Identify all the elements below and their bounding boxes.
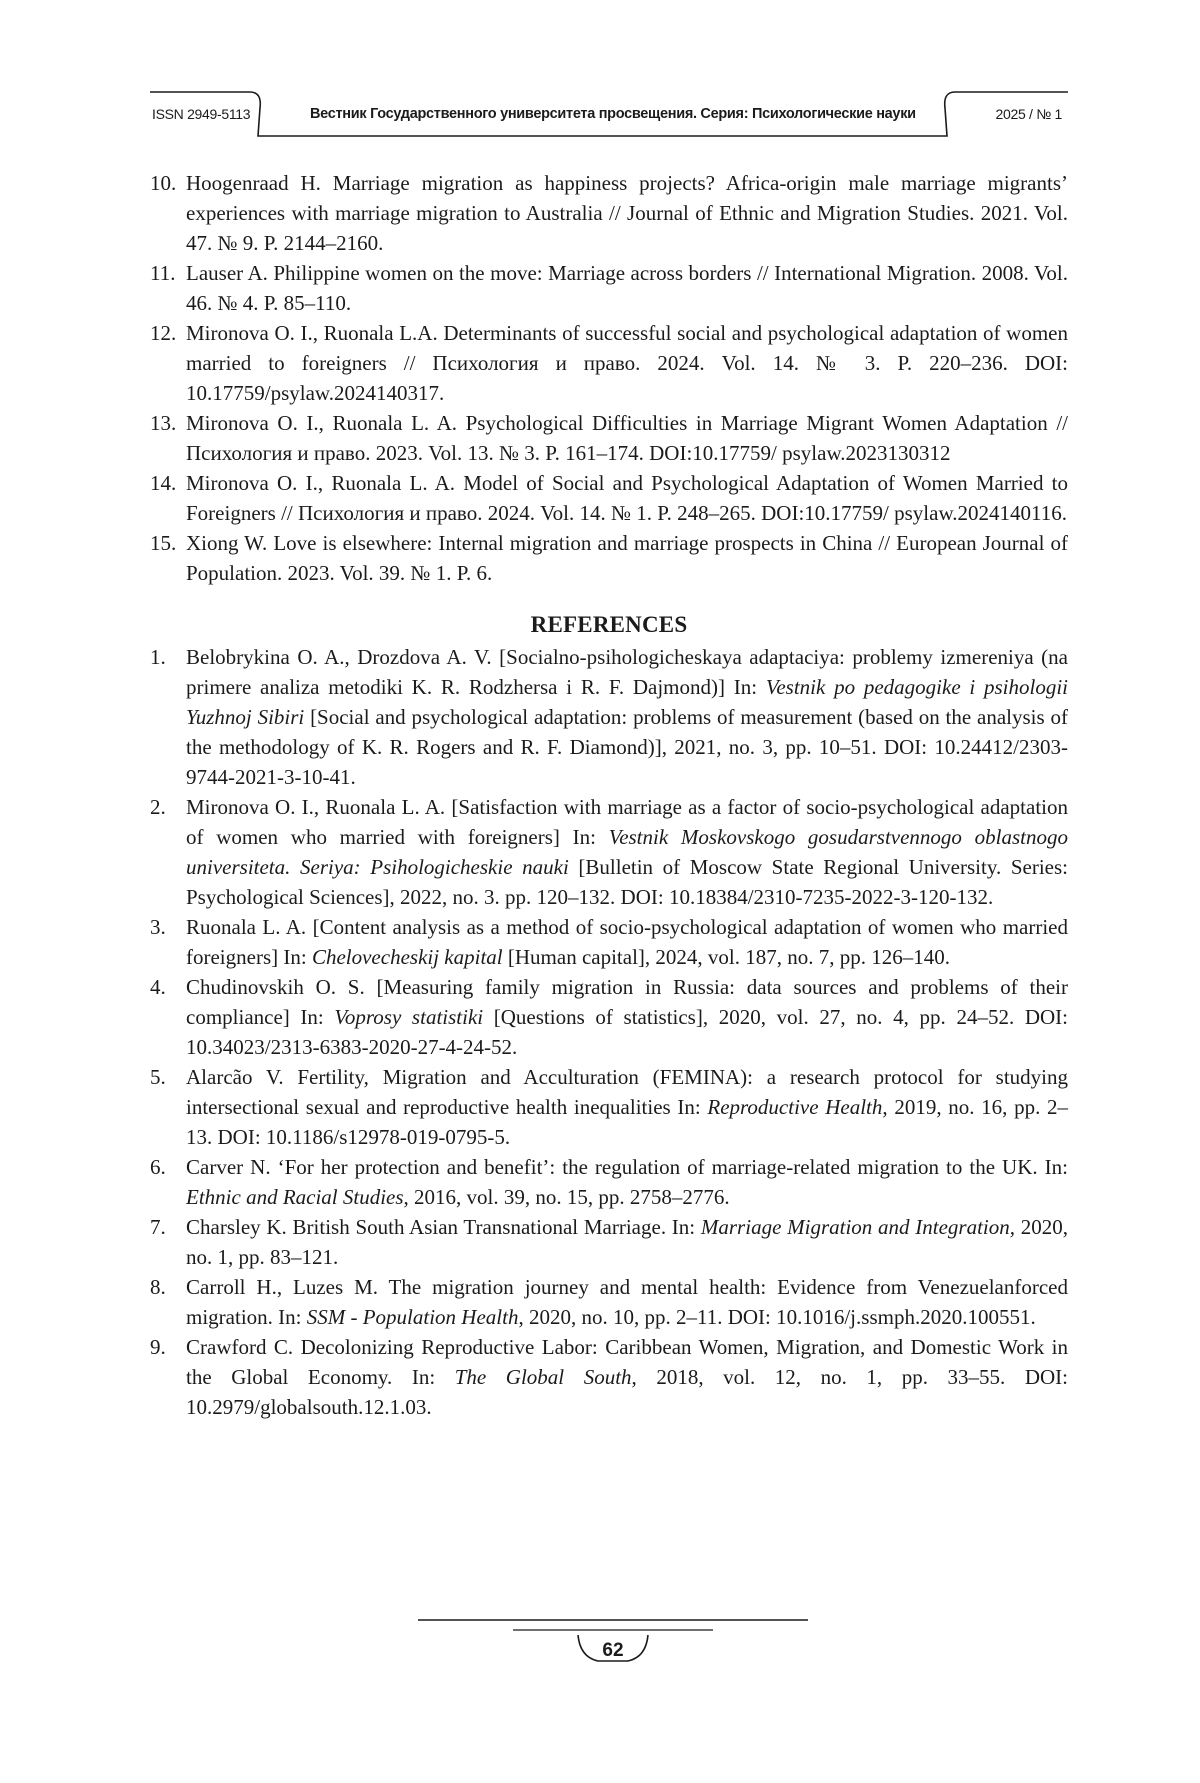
reference-item — [150, 972, 1068, 1062]
reference-text — [186, 792, 1068, 912]
reference-text-segment: Chudinovskih O. S. [Measuring family migration in Russia: data sources and problems of their compliance] In: — [186, 975, 1068, 1029]
reference-item — [150, 1062, 1068, 1152]
reference-source-title: Reproductive Health — [707, 1095, 883, 1119]
reference-source-title: Voprosy statistiki — [334, 1005, 484, 1029]
reference-number: 7. — [150, 1215, 166, 1239]
reference-text-segment: Mironova O. I., Ruonala L. A. Model of Social and Psychological Adaptation of Women Married to Foreigners // Психология и право. 2024. Vol. 14. № 1. P. 248–265. DOI:10.17759/ psylaw.2024140116. — [186, 471, 1068, 525]
reference-item — [150, 168, 1068, 258]
reference-number: 12. — [150, 321, 177, 345]
reference-source-title: The Global South — [454, 1365, 632, 1389]
reference-text-segment: Crawford C. Decolonizing Reproductive Labor: Caribbean Women, Migration, and Domestic Work in the Global Economy. In: — [186, 1335, 1068, 1389]
reference-number: 10. — [150, 171, 177, 195]
reference-text-segment: [Questions of statistics], 2020, vol. 27, no. 4, pp. 24–52. DOI: 10.34023/2313-6383-2020-27-4-24-52. — [186, 1005, 1068, 1059]
header-issn: ISSN 2949-5113 — [152, 106, 251, 122]
reference-text-segment: , 2020, no. 10, pp. 2–11. DOI: 10.1016/j.ssmph.2020.100551. — [518, 1305, 1036, 1329]
reference-list-transliterated — [150, 642, 1068, 1422]
reference-number: 8. — [150, 1275, 166, 1299]
reference-item — [150, 1212, 1068, 1272]
reference-number: 6. — [150, 1155, 166, 1179]
reference-text-segment: [Human capital], 2024, vol. 187, no. 7, pp. 126–140. — [502, 945, 950, 969]
reference-source-title: SSM - Population Health — [306, 1305, 519, 1329]
reference-text — [186, 258, 1068, 318]
reference-item — [150, 792, 1068, 912]
reference-text — [186, 528, 1068, 588]
reference-number: 13. — [150, 411, 177, 435]
reference-text — [186, 468, 1068, 528]
reference-text — [186, 1212, 1068, 1272]
reference-item — [150, 408, 1068, 468]
page-content — [150, 168, 1068, 1422]
reference-text-segment: Ruonala L. A. [Content analysis as a method of socio-psychological adaptation of women who married foreigners] In: — [186, 915, 1068, 969]
reference-text — [186, 1332, 1068, 1422]
reference-number: 5. — [150, 1065, 166, 1089]
reference-text — [186, 1152, 1068, 1212]
reference-number: 4. — [150, 975, 166, 999]
reference-source-title: Vestnik Moskovskogo gosudarstvennogo oblastnogo universiteta. Seriya: Psihologicheskie nauki — [186, 825, 1068, 879]
reference-number: 2. — [150, 795, 166, 819]
reference-text — [186, 642, 1068, 792]
reference-text — [186, 318, 1068, 408]
reference-text-segment: Belobrykina O. A., Drozdova A. V. [Socialno-psihologicheskaya adaptaciya: problemy izmereniya (na primere analiza metodiki K. R. Rodzhersa i R. F. Dajmond)] In: — [186, 645, 1068, 699]
reference-text — [186, 1272, 1068, 1332]
reference-item — [150, 642, 1068, 792]
reference-number: 9. — [150, 1335, 166, 1359]
reference-item — [150, 1152, 1068, 1212]
reference-item — [150, 318, 1068, 408]
references-heading: REFERENCES — [530, 612, 688, 637]
reference-source-title: Ethnic and Racial Studies — [186, 1185, 404, 1209]
reference-item — [150, 258, 1068, 318]
reference-number: 11. — [150, 261, 176, 285]
reference-text-segment: , 2016, vol. 39, no. 15, pp. 2758–2776. — [403, 1185, 730, 1209]
reference-list-original — [150, 168, 1068, 588]
header-issue: 2025 / № 1 — [995, 106, 1062, 122]
page-header — [150, 84, 1068, 140]
reference-text-segment: , 2018, vol. 12, no. 1, pp. 33–55. DOI: 10.2979/globalsouth.12.1.03. — [186, 1365, 1069, 1419]
reference-source-title: Vestnik po pedagogike i psihologii Yuzhnoj Sibiri — [186, 675, 1068, 729]
reference-text-segment: Lauser A. Philippine women on the move: Marriage across borders // International Migration. 2008. Vol. 46. № 4. P. 85–110. — [186, 261, 1068, 315]
reference-item — [150, 468, 1068, 528]
reference-text — [186, 408, 1068, 468]
reference-text-segment: Charsley K. British South Asian Transnational Marriage. In: — [186, 1215, 701, 1239]
reference-text-segment: Mironova O. I., Ruonala L. A. Psychological Difficulties in Marriage Migrant Women Adaptation // Психология и право. 2023. Vol. 13. № 3. P. 161–174. DOI:10.17759/ psylaw.2023130312 — [186, 411, 1068, 465]
reference-text-segment: Mironova O. I., Ruonala L. A. [Satisfaction with marriage as a factor of socio-psychological adaptation of women who married with foreigners] In: — [186, 795, 1068, 849]
reference-text-segment: Xiong W. Love is elsewhere: Internal migration and marriage prospects in China // European Journal of Population. 2023. Vol. 39. № 1. P. 6. — [186, 531, 1068, 585]
reference-text-segment: Hoogenraad H. Marriage migration as happiness projects? Africa-origin male marriage migrants’ experiences with marriage migration to Australia // Journal of Ethnic and Migration Studies. 2021. Vol. 47. № 9. P. 2144–2160. — [186, 171, 1068, 255]
reference-text — [186, 168, 1068, 258]
header-journal-title: Вестник Государственного университета просвещения. Серия: Психологические науки — [310, 106, 916, 122]
page-number: 62 — [602, 1640, 624, 1661]
reference-number: 1. — [150, 645, 166, 669]
reference-text — [186, 912, 1068, 972]
reference-item — [150, 1272, 1068, 1332]
reference-source-title: Chelovecheskij kapital — [311, 945, 503, 969]
reference-text-segment: 2020, no. 1, pp. 83–121. — [186, 1215, 1069, 1269]
reference-number: 15. — [150, 531, 177, 555]
reference-source-title: Marriage Migration and Integration, — [700, 1215, 1016, 1239]
reference-text-segment: Alarcão V. Fertility, Migration and Acculturation (FEMINA): a research protocol for studying intersectional sexual and reproductive health inequalities In: — [186, 1065, 1068, 1119]
reference-text — [186, 972, 1068, 1062]
reference-text-segment: [Social and psychological adaptation: problems of measurement (based on the analysis of the methodology of K. R. Rogers and R. F. Diamond)], 2021, no. 3, pp. 10–51. DOI: 10.24412/2303-9744-2021-3-10-41. — [186, 705, 1068, 789]
reference-text-segment: Carroll H., Luzes M. The migration journey and mental health: Evidence from Venezuelanforced migration. In: — [186, 1275, 1068, 1329]
reference-item — [150, 1332, 1068, 1422]
reference-text-segment: , 2019, no. 16, pp. 2–13. DOI: 10.1186/s12978-019-0795-5. — [186, 1095, 1069, 1149]
reference-text-segment: [Bulletin of Moscow State Regional University. Series: Psychological Sciences], 2022, no. 3. pp. 120–132. DOI: 10.18384/2310-7235-2022-3-120-132. — [186, 855, 1068, 909]
reference-number: 14. — [150, 471, 177, 495]
reference-item — [150, 912, 1068, 972]
page-footer — [418, 1617, 808, 1677]
reference-item — [150, 528, 1068, 588]
reference-number: 3. — [150, 915, 166, 939]
reference-text — [186, 1062, 1068, 1152]
reference-text-segment: Carver N. ‘For her protection and benefit’: the regulation of marriage-related migration to the UK. In: — [186, 1155, 1068, 1179]
reference-text-segment: Mironova O. I., Ruonala L.A. Determinants of successful social and psychological adaptation of women married to foreigners // Психология и право. 2024. Vol. 14. № 3. P. 220–236. DOI: 10.17759/psylaw.2024140317. — [186, 321, 1068, 405]
